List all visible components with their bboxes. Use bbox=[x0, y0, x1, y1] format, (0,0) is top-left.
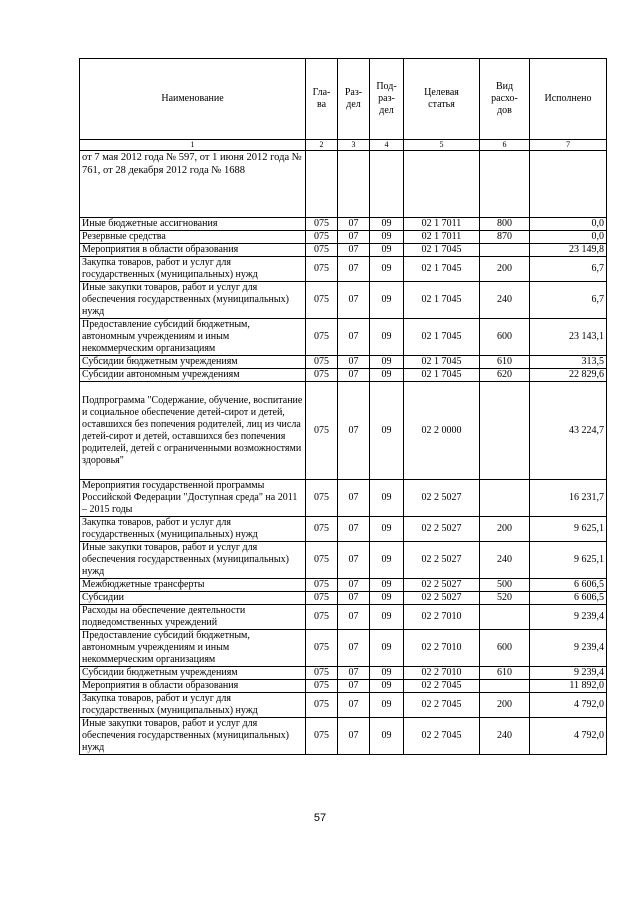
cell-podrazdel: 09 bbox=[370, 319, 404, 356]
cell-glava: 075 bbox=[306, 356, 338, 369]
cell-razdel: 07 bbox=[338, 630, 370, 667]
cell-executed: 9 239,4 bbox=[530, 667, 607, 680]
cell-razdel: 07 bbox=[338, 680, 370, 693]
cell-razdel: 07 bbox=[338, 718, 370, 755]
cell-podrazdel: 09 bbox=[370, 667, 404, 680]
table-row bbox=[80, 517, 607, 542]
cell-razdel: 07 bbox=[338, 382, 370, 480]
cell-name: Подпрограмма "Содержание, обучение, воспитание и социальное обеспечение детей-сирот и детей, оставшихся без попечения родителей, лиц из числа детей-сирот и детей, оставшихся без попечения родителей, детей с ограниченными возможностями здоровья" bbox=[80, 382, 306, 480]
cell-expense-type: 610 bbox=[480, 356, 530, 369]
table-row bbox=[80, 680, 607, 693]
cell-glava: 075 bbox=[306, 369, 338, 382]
cell-podrazdel: 09 bbox=[370, 592, 404, 605]
header-expense-type: Вид расхо- дов bbox=[480, 59, 530, 140]
cell-glava: 075 bbox=[306, 693, 338, 718]
cell-name: Мероприятия государственной программы Российской Федерации "Доступная среда" на 2011 – 2015 годы bbox=[80, 480, 306, 517]
cell-executed: 9 625,1 bbox=[530, 517, 607, 542]
cell-name: Закупка товаров, работ и услуг для государственных (муниципальных) нужд bbox=[80, 693, 306, 718]
cell-razdel: 07 bbox=[338, 542, 370, 579]
table-row bbox=[80, 579, 607, 592]
cell-executed: 313,5 bbox=[530, 356, 607, 369]
column-number: 5 bbox=[404, 140, 480, 151]
table-row bbox=[80, 630, 607, 667]
cell-razdel: 07 bbox=[338, 244, 370, 257]
cell-podrazdel: 09 bbox=[370, 718, 404, 755]
cell-expense-type bbox=[480, 151, 530, 218]
cell-executed: 9 625,1 bbox=[530, 542, 607, 579]
cell-expense-type: 600 bbox=[480, 630, 530, 667]
cell-executed: 4 792,0 bbox=[530, 718, 607, 755]
cell-podrazdel: 09 bbox=[370, 369, 404, 382]
cell-name: Иные закупки товаров, работ и услуг для обеспечения государственных (муниципальных) нужд bbox=[80, 718, 306, 755]
table-row bbox=[80, 369, 607, 382]
cell-podrazdel: 09 bbox=[370, 356, 404, 369]
cell-target: 02 2 5027 bbox=[404, 480, 480, 517]
cell-glava bbox=[306, 151, 338, 218]
cell-razdel: 07 bbox=[338, 282, 370, 319]
cell-executed bbox=[530, 151, 607, 218]
cell-razdel: 07 bbox=[338, 231, 370, 244]
cell-name: Предоставление субсидий бюджетным, автономным учреждениям и иным некоммерческим организациям bbox=[80, 630, 306, 667]
table-row bbox=[80, 244, 607, 257]
cell-target: 02 2 7045 bbox=[404, 718, 480, 755]
cell-executed: 0,0 bbox=[530, 231, 607, 244]
cell-name: от 7 мая 2012 года № 597, от 1 июня 2012 года № 761, от 28 декабря 2012 года № 1688 bbox=[80, 151, 306, 218]
cell-target: 02 2 7010 bbox=[404, 630, 480, 667]
table-row bbox=[80, 319, 607, 356]
cell-executed: 6,7 bbox=[530, 257, 607, 282]
cell-name: Резервные средства bbox=[80, 231, 306, 244]
column-number: 2 bbox=[306, 140, 338, 151]
cell-glava: 075 bbox=[306, 257, 338, 282]
cell-expense-type: 200 bbox=[480, 517, 530, 542]
cell-glava: 075 bbox=[306, 231, 338, 244]
cell-razdel bbox=[338, 151, 370, 218]
cell-target: 02 2 7045 bbox=[404, 693, 480, 718]
cell-glava: 075 bbox=[306, 718, 338, 755]
cell-podrazdel: 09 bbox=[370, 282, 404, 319]
cell-target: 02 2 5027 bbox=[404, 579, 480, 592]
cell-executed: 23 143,1 bbox=[530, 319, 607, 356]
cell-executed: 16 231,7 bbox=[530, 480, 607, 517]
cell-executed: 22 829,6 bbox=[530, 369, 607, 382]
cell-expense-type bbox=[480, 480, 530, 517]
cell-name: Закупка товаров, работ и услуг для государственных (муниципальных) нужд bbox=[80, 257, 306, 282]
cell-name: Иные закупки товаров, работ и услуг для обеспечения государственных (муниципальных) нужд bbox=[80, 282, 306, 319]
column-number: 1 bbox=[80, 140, 306, 151]
budget-table bbox=[79, 58, 607, 755]
table-body bbox=[80, 151, 607, 755]
table-row bbox=[80, 718, 607, 755]
cell-executed: 6 606,5 bbox=[530, 579, 607, 592]
table-row bbox=[80, 480, 607, 517]
cell-target: 02 2 5027 bbox=[404, 542, 480, 579]
cell-expense-type bbox=[480, 244, 530, 257]
column-number: 6 bbox=[480, 140, 530, 151]
cell-glava: 075 bbox=[306, 542, 338, 579]
table-row bbox=[80, 257, 607, 282]
cell-glava: 075 bbox=[306, 605, 338, 630]
cell-podrazdel: 09 bbox=[370, 605, 404, 630]
cell-razdel: 07 bbox=[338, 218, 370, 231]
cell-podrazdel: 09 bbox=[370, 257, 404, 282]
table-row bbox=[80, 218, 607, 231]
cell-expense-type: 870 bbox=[480, 231, 530, 244]
cell-target: 02 1 7045 bbox=[404, 356, 480, 369]
cell-podrazdel: 09 bbox=[370, 630, 404, 667]
cell-glava: 075 bbox=[306, 630, 338, 667]
cell-expense-type bbox=[480, 382, 530, 480]
cell-expense-type bbox=[480, 680, 530, 693]
cell-glava: 075 bbox=[306, 218, 338, 231]
table-row bbox=[80, 605, 607, 630]
cell-glava: 075 bbox=[306, 579, 338, 592]
cell-podrazdel: 09 bbox=[370, 579, 404, 592]
cell-name: Межбюджетные трансферты bbox=[80, 579, 306, 592]
cell-target: 02 2 7010 bbox=[404, 605, 480, 630]
cell-expense-type bbox=[480, 605, 530, 630]
cell-razdel: 07 bbox=[338, 319, 370, 356]
cell-name: Предоставление субсидий бюджетным, автономным учреждениям и иным некоммерческим организациям bbox=[80, 319, 306, 356]
cell-glava: 075 bbox=[306, 517, 338, 542]
cell-executed: 9 239,4 bbox=[530, 630, 607, 667]
cell-target: 02 1 7011 bbox=[404, 218, 480, 231]
column-number: 4 bbox=[370, 140, 404, 151]
cell-glava: 075 bbox=[306, 680, 338, 693]
cell-target: 02 1 7045 bbox=[404, 369, 480, 382]
cell-executed: 11 892,0 bbox=[530, 680, 607, 693]
cell-executed: 6,7 bbox=[530, 282, 607, 319]
cell-executed: 6 606,5 bbox=[530, 592, 607, 605]
cell-expense-type: 610 bbox=[480, 667, 530, 680]
cell-target: 02 2 5027 bbox=[404, 517, 480, 542]
cell-expense-type: 520 bbox=[480, 592, 530, 605]
cell-name: Мероприятия в области образования bbox=[80, 244, 306, 257]
cell-executed: 9 239,4 bbox=[530, 605, 607, 630]
cell-expense-type: 200 bbox=[480, 257, 530, 282]
cell-razdel: 07 bbox=[338, 592, 370, 605]
cell-glava: 075 bbox=[306, 319, 338, 356]
cell-glava: 075 bbox=[306, 244, 338, 257]
column-number-row bbox=[80, 140, 607, 151]
table-row bbox=[80, 356, 607, 369]
cell-razdel: 07 bbox=[338, 693, 370, 718]
header-name: Наименование bbox=[80, 59, 306, 140]
column-number: 3 bbox=[338, 140, 370, 151]
header-target: Целевая статья bbox=[404, 59, 480, 140]
table-row bbox=[80, 151, 607, 218]
cell-expense-type: 240 bbox=[480, 282, 530, 319]
column-number: 7 bbox=[530, 140, 607, 151]
cell-target: 02 2 7045 bbox=[404, 680, 480, 693]
cell-executed: 43 224,7 bbox=[530, 382, 607, 480]
cell-razdel: 07 bbox=[338, 517, 370, 542]
cell-glava: 075 bbox=[306, 382, 338, 480]
table-row bbox=[80, 693, 607, 718]
cell-razdel: 07 bbox=[338, 605, 370, 630]
table-row bbox=[80, 231, 607, 244]
cell-podrazdel: 09 bbox=[370, 680, 404, 693]
cell-name: Субсидии автономным учреждениям bbox=[80, 369, 306, 382]
cell-podrazdel: 09 bbox=[370, 382, 404, 480]
cell-podrazdel: 09 bbox=[370, 231, 404, 244]
header-razdel: Раз- дел bbox=[338, 59, 370, 140]
cell-target: 02 1 7045 bbox=[404, 257, 480, 282]
cell-name: Иные закупки товаров, работ и услуг для обеспечения государственных (муниципальных) нужд bbox=[80, 542, 306, 579]
cell-executed: 23 149,8 bbox=[530, 244, 607, 257]
cell-target: 02 1 7045 bbox=[404, 244, 480, 257]
cell-name: Субсидии bbox=[80, 592, 306, 605]
cell-podrazdel: 09 bbox=[370, 218, 404, 231]
cell-razdel: 07 bbox=[338, 356, 370, 369]
cell-target: 02 2 5027 bbox=[404, 592, 480, 605]
cell-glava: 075 bbox=[306, 592, 338, 605]
table-row bbox=[80, 542, 607, 579]
cell-razdel: 07 bbox=[338, 257, 370, 282]
cell-name: Закупка товаров, работ и услуг для государственных (муниципальных) нужд bbox=[80, 517, 306, 542]
cell-expense-type: 600 bbox=[480, 319, 530, 356]
header-executed: Исполнено bbox=[530, 59, 607, 140]
cell-expense-type: 200 bbox=[480, 693, 530, 718]
table-row bbox=[80, 667, 607, 680]
cell-podrazdel bbox=[370, 151, 404, 218]
cell-razdel: 07 bbox=[338, 480, 370, 517]
cell-expense-type: 240 bbox=[480, 542, 530, 579]
cell-executed: 0,0 bbox=[530, 218, 607, 231]
cell-podrazdel: 09 bbox=[370, 244, 404, 257]
cell-target: 02 1 7045 bbox=[404, 319, 480, 356]
cell-name: Расходы на обеспечение деятельности подведомственных учреждений bbox=[80, 605, 306, 630]
header-glava: Гла- ва bbox=[306, 59, 338, 140]
cell-podrazdel: 09 bbox=[370, 693, 404, 718]
cell-name: Мероприятия в области образования bbox=[80, 680, 306, 693]
cell-name: Субсидии бюджетным учреждениям bbox=[80, 667, 306, 680]
cell-podrazdel: 09 bbox=[370, 480, 404, 517]
table-row bbox=[80, 382, 607, 480]
cell-expense-type: 620 bbox=[480, 369, 530, 382]
cell-expense-type: 500 bbox=[480, 579, 530, 592]
cell-podrazdel: 09 bbox=[370, 517, 404, 542]
cell-expense-type: 800 bbox=[480, 218, 530, 231]
cell-podrazdel: 09 bbox=[370, 542, 404, 579]
cell-razdel: 07 bbox=[338, 667, 370, 680]
page-number: 57 bbox=[313, 812, 327, 824]
cell-target: 02 1 7011 bbox=[404, 231, 480, 244]
header-podrazdel: Под- раз- дел bbox=[370, 59, 404, 140]
cell-name: Иные бюджетные ассигнования bbox=[80, 218, 306, 231]
cell-target bbox=[404, 151, 480, 218]
cell-target: 02 2 0000 bbox=[404, 382, 480, 480]
table-row bbox=[80, 592, 607, 605]
cell-expense-type: 240 bbox=[480, 718, 530, 755]
cell-glava: 075 bbox=[306, 282, 338, 319]
cell-target: 02 2 7010 bbox=[404, 667, 480, 680]
cell-glava: 075 bbox=[306, 480, 338, 517]
table-header-row bbox=[80, 59, 607, 140]
cell-name: Субсидии бюджетным учреждениям bbox=[80, 356, 306, 369]
cell-target: 02 1 7045 bbox=[404, 282, 480, 319]
table-row bbox=[80, 282, 607, 319]
cell-razdel: 07 bbox=[338, 369, 370, 382]
cell-glava: 075 bbox=[306, 667, 338, 680]
cell-razdel: 07 bbox=[338, 579, 370, 592]
cell-executed: 4 792,0 bbox=[530, 693, 607, 718]
